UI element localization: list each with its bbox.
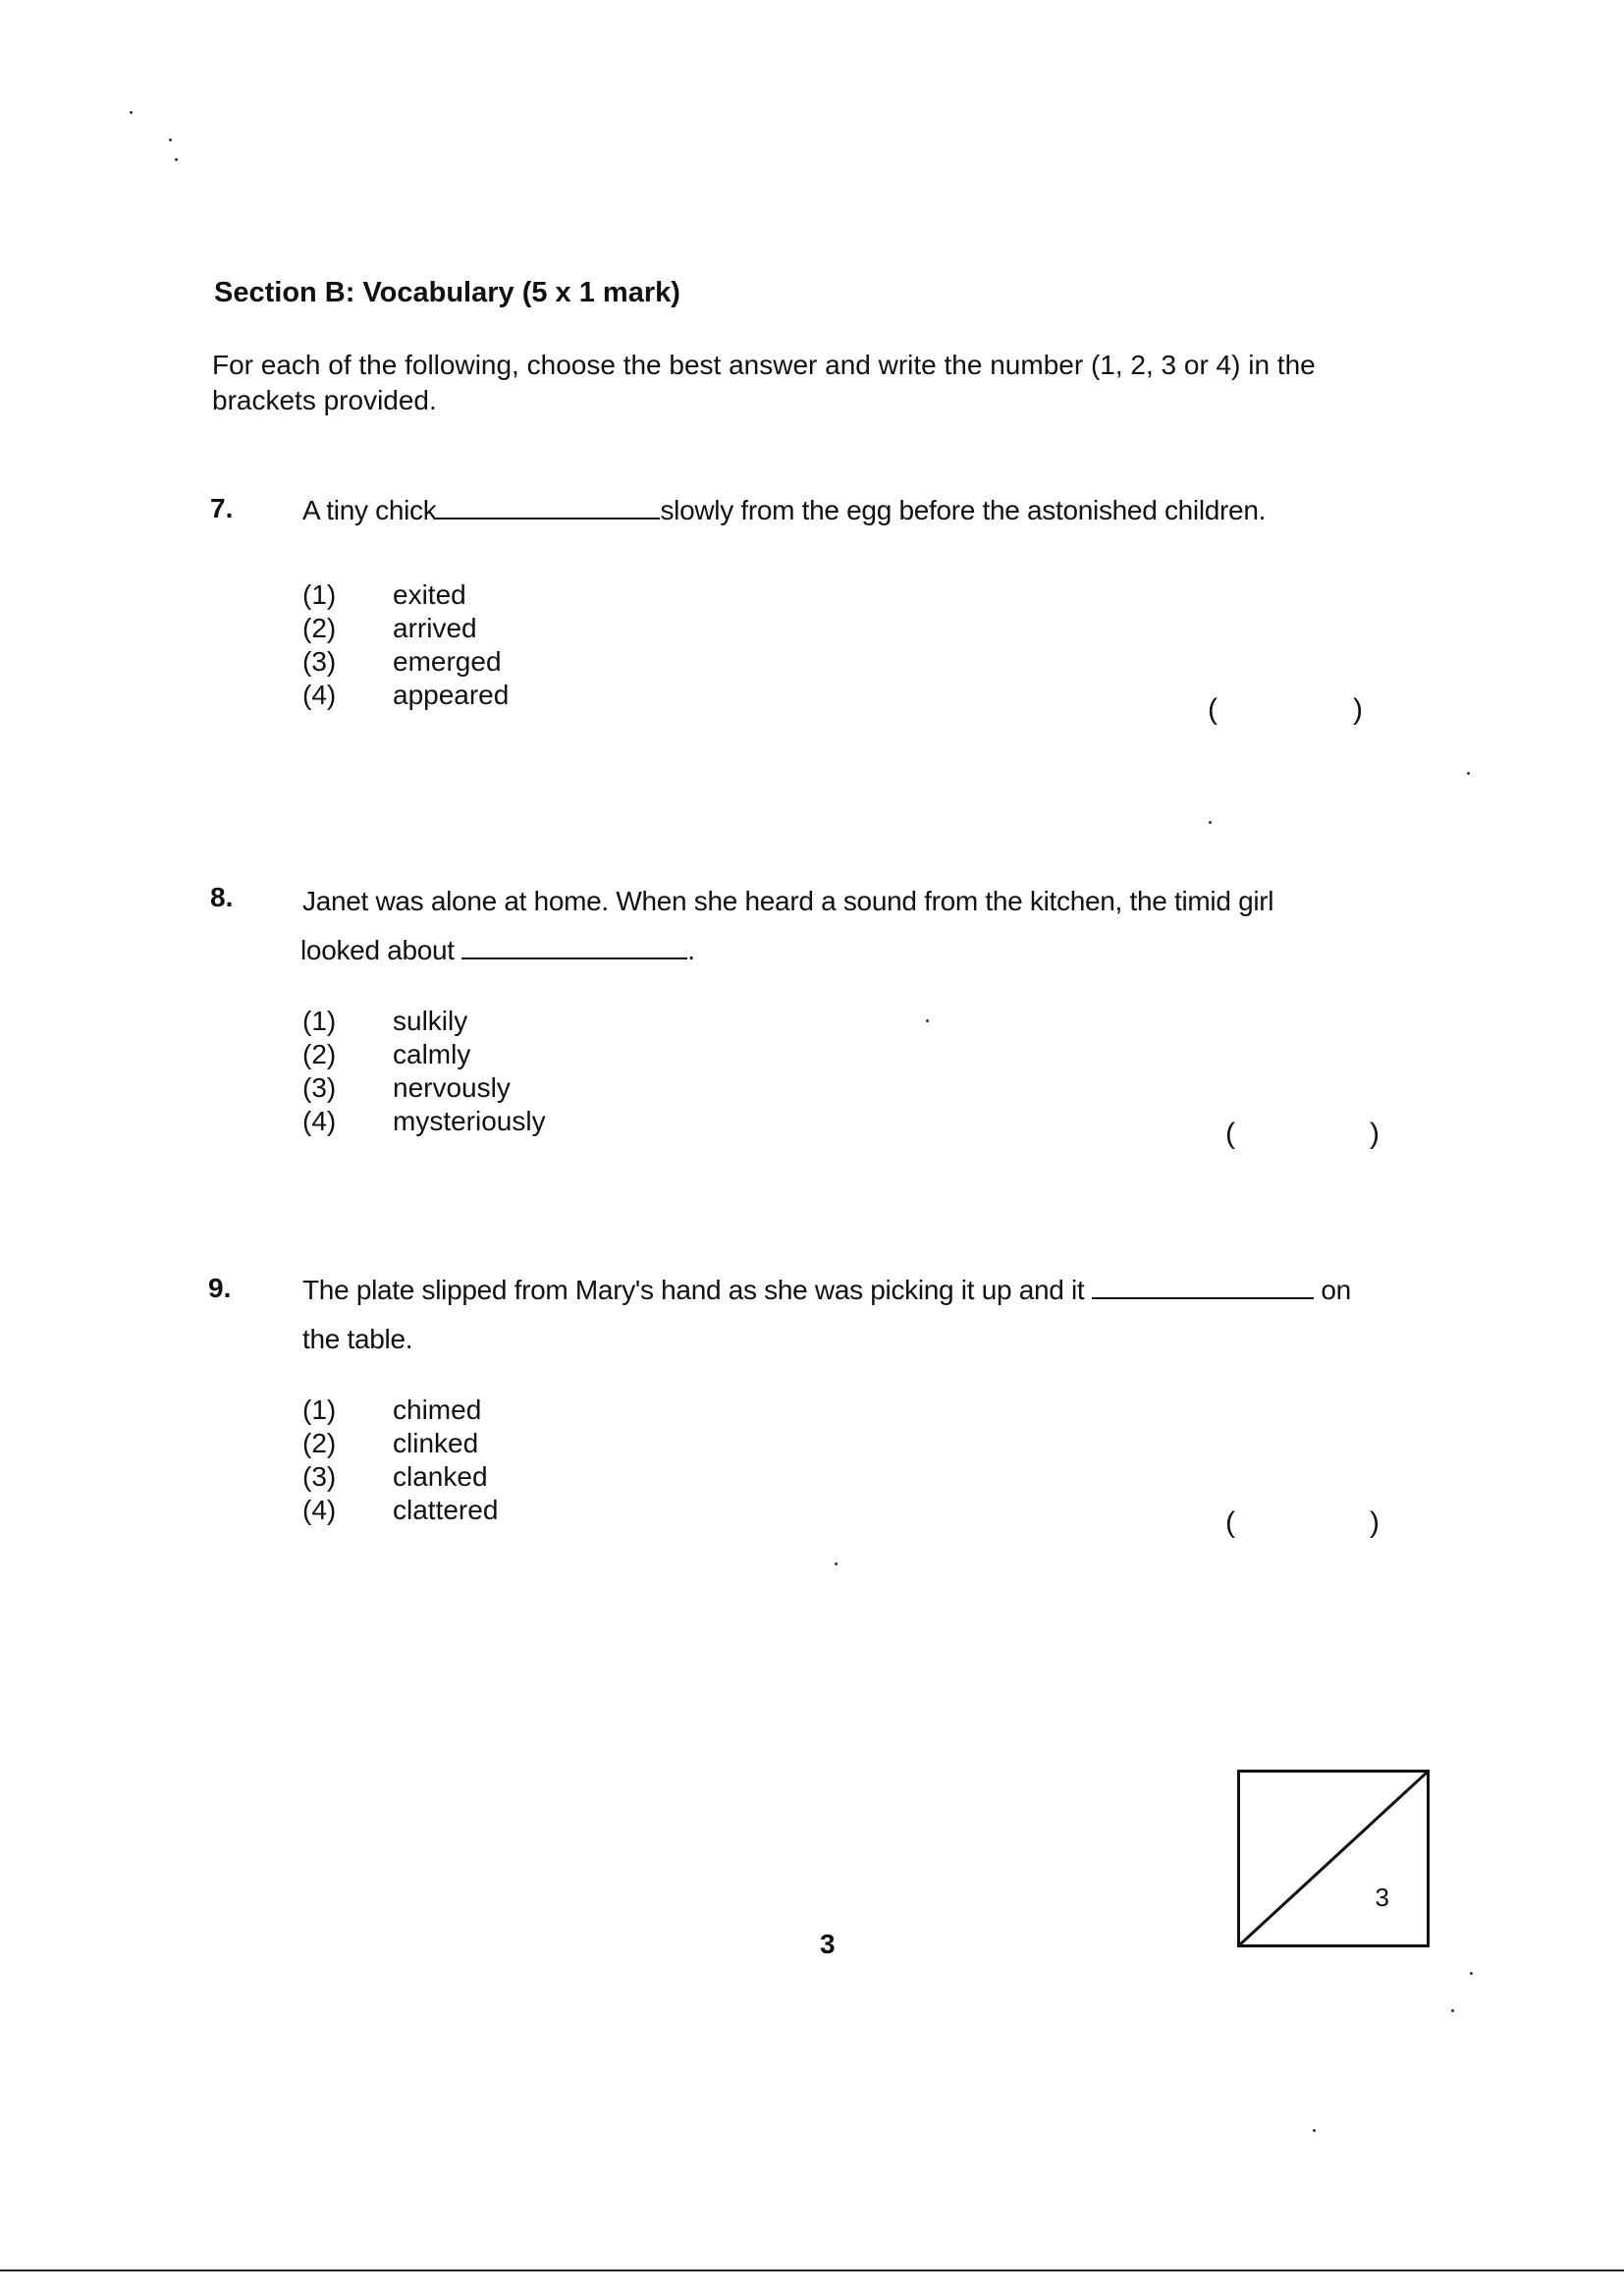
answer-bracket-close[interactable]: ): [1370, 1506, 1380, 1539]
question-9-line1: [302, 1275, 1351, 1306]
option-text: appeared: [393, 680, 510, 710]
scan-speck: [1470, 1972, 1473, 1975]
answer-blank: [436, 517, 660, 519]
option-text: nervously: [393, 1072, 511, 1103]
option-text: sulkily: [393, 1006, 468, 1036]
answer-bracket-open[interactable]: (: [1225, 1506, 1235, 1539]
question-number: 9.: [208, 1273, 232, 1303]
option-number: (2): [302, 1039, 337, 1069]
question-8-line2: [300, 935, 695, 966]
option-number: (3): [302, 646, 337, 677]
score-box: [1237, 1770, 1430, 1947]
option-text: mysteriously: [393, 1106, 546, 1136]
option-text: clattered: [393, 1495, 499, 1525]
answer-blank: [1092, 1296, 1314, 1299]
question-8-line1: Janet was alone at home. When she heard a sound from the kitchen, the timid girl: [302, 886, 1274, 916]
answer-bracket-close[interactable]: ): [1370, 1118, 1380, 1150]
section-instructions: For each of the following, choose the best answer and write the number (1, 2, 3 or 4) in the brackets provided.: [212, 350, 1316, 415]
option-number: (1): [302, 1394, 337, 1425]
answer-blank: [461, 957, 687, 959]
option-text: clinked: [393, 1428, 479, 1458]
scan-speck: [926, 1019, 929, 1022]
bottom-edge-rule: [0, 2269, 1624, 2271]
section-title: Section B: Vocabulary (5 x 1 mark): [214, 277, 680, 308]
scan-speck: [169, 138, 172, 141]
option-text: calmly: [393, 1039, 471, 1069]
scan-speck: [1313, 2129, 1316, 2132]
question-number: 8.: [210, 882, 234, 912]
option-number: (4): [302, 1106, 337, 1136]
question-9-line2: the table.: [302, 1324, 413, 1354]
question-number: 7.: [210, 493, 234, 523]
scan-speck: [835, 1562, 838, 1565]
question-7-text: [302, 495, 1266, 526]
page-number: 3: [820, 1929, 836, 1959]
scan-speck: [1209, 821, 1212, 824]
question-text-before: The plate slipped from Mary's hand as she was picking it up and it: [302, 1275, 1085, 1305]
option-number: (4): [302, 680, 337, 710]
option-number: (2): [302, 1428, 337, 1458]
question-text-after: .: [687, 935, 695, 965]
answer-bracket-open[interactable]: (: [1225, 1118, 1235, 1150]
score-box-diagonal: [1240, 1773, 1427, 1944]
answer-bracket-close[interactable]: ): [1353, 693, 1363, 726]
question-text-after: slowly from the egg before the astonished children.: [660, 495, 1267, 525]
scan-speck: [175, 158, 178, 161]
score-box-value: 3: [1375, 1883, 1389, 1912]
question-text-after: on: [1321, 1275, 1351, 1305]
option-number: (3): [302, 1461, 337, 1492]
question-text-before: A tiny chick: [302, 495, 437, 525]
option-number: (1): [302, 1006, 337, 1036]
option-text: exited: [393, 579, 466, 610]
option-number: (1): [302, 579, 337, 610]
scan-speck: [130, 111, 133, 114]
scan-speck: [1467, 772, 1470, 775]
question-text-before: looked about: [300, 935, 455, 965]
option-text: emerged: [393, 646, 502, 677]
option-number: (2): [302, 613, 337, 643]
option-text: arrived: [393, 613, 477, 643]
answer-bracket-open[interactable]: (: [1208, 693, 1218, 726]
scan-speck: [1451, 2009, 1454, 2012]
option-text: clanked: [393, 1461, 488, 1492]
option-number: (3): [302, 1072, 337, 1103]
option-text: chimed: [393, 1394, 482, 1425]
option-number: (4): [302, 1495, 337, 1525]
